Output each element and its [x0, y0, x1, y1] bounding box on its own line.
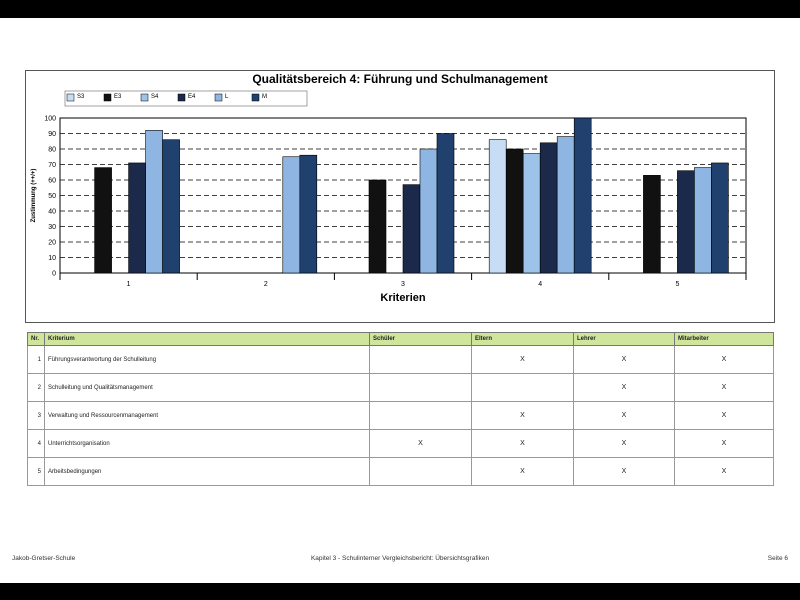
row-schueler	[370, 346, 472, 374]
x-tick-label: 2	[263, 281, 268, 288]
row-mitarbeiter: X	[675, 374, 774, 402]
criteria-table	[27, 332, 774, 486]
header-mitarbeiter: Mitarbeiter	[675, 333, 774, 346]
y-tick-label: 80	[48, 146, 56, 154]
table-row	[28, 430, 774, 458]
header-kriterium: Kriterium	[45, 333, 370, 346]
header-lehrer: Lehrer	[574, 333, 675, 346]
bar-l-1	[146, 130, 163, 273]
row-schueler	[370, 402, 472, 430]
bar-m-3	[437, 134, 454, 274]
x-axis-label: Kriterien	[380, 292, 426, 304]
row-kriterium: Führungsverantwortung der Schulleitung	[45, 346, 370, 374]
bar-m-4	[574, 118, 591, 273]
x-tick-label: 5	[675, 281, 680, 288]
row-nr: 5	[28, 458, 45, 486]
row-schueler	[370, 374, 472, 402]
legend-label-m: M	[262, 94, 267, 100]
bar-l-3	[420, 149, 437, 273]
footer-chapter: Kapitel 3 - Schulinterner Vergleichsbericht: Übersichtsgrafiken	[310, 555, 490, 562]
bar-s4-4	[523, 154, 540, 273]
bar-e3-3	[369, 180, 386, 273]
y-tick-label: 10	[48, 255, 56, 262]
bar-s3-4	[489, 140, 506, 273]
legend-label-s3: S3	[77, 94, 85, 100]
document-page	[0, 18, 800, 583]
table-row	[28, 346, 774, 374]
row-mitarbeiter: X	[675, 458, 774, 486]
bar-l-4	[557, 137, 574, 273]
legend-swatch-m	[252, 94, 259, 101]
bar-e4-1	[129, 163, 146, 273]
legend-label-l: L	[225, 94, 229, 100]
legend-box	[65, 91, 307, 106]
row-kriterium: Schulleitung und Qualitätsmanagement	[45, 374, 370, 402]
row-eltern: X	[472, 430, 574, 458]
row-nr: 2	[28, 374, 45, 402]
bar-e3-4	[506, 149, 523, 273]
row-lehrer: X	[574, 430, 675, 458]
legend-label-s4: S4	[151, 94, 159, 100]
row-nr: 1	[28, 346, 45, 374]
footer-page-number: Seite 6	[767, 555, 788, 562]
bar-m-1	[163, 140, 180, 273]
legend-label-e4: E4	[188, 94, 196, 100]
y-tick-label: 90	[48, 131, 56, 138]
row-eltern: X	[472, 402, 574, 430]
bar-e4-5	[677, 171, 694, 273]
y-tick-label: 50	[48, 193, 56, 200]
header-schueler: Schüler	[370, 333, 472, 346]
row-kriterium: Verwaltung und Ressourcenmanagement	[45, 402, 370, 430]
x-tick-label: 4	[538, 281, 543, 288]
row-eltern: X	[472, 346, 574, 374]
row-kriterium: Unterrichtsorganisation	[45, 430, 370, 458]
x-tick-label: 1	[126, 281, 131, 288]
y-tick-label: 60	[48, 177, 56, 185]
bar-e3-1	[95, 168, 112, 273]
row-nr: 3	[28, 402, 45, 430]
chart-title: Qualitätsbereich 4: Führung und Schulmanagement	[252, 72, 548, 86]
row-schueler	[370, 458, 472, 486]
y-tick-label: 100	[44, 115, 56, 123]
row-mitarbeiter: X	[675, 346, 774, 374]
bar-e4-4	[540, 143, 557, 273]
bar-l-5	[694, 168, 711, 273]
bar-e3-5	[643, 175, 660, 273]
y-tick-label: 30	[48, 224, 56, 231]
x-tick-label: 3	[401, 281, 405, 288]
table-row	[28, 458, 774, 486]
legend-swatch-s4	[141, 94, 148, 101]
row-mitarbeiter: X	[675, 402, 774, 430]
legend-swatch-s3	[67, 94, 74, 101]
bar-e4-3	[403, 185, 420, 273]
legend-swatch-e3	[104, 94, 111, 101]
bar-m-2	[300, 155, 317, 273]
bar-m-5	[711, 163, 728, 273]
row-mitarbeiter: X	[675, 430, 774, 458]
row-eltern	[472, 374, 574, 402]
bar-chart	[0, 18, 800, 583]
y-tick-label: 20	[48, 239, 56, 247]
row-schueler: X	[370, 430, 472, 458]
y-tick-label: 40	[48, 208, 56, 216]
row-nr: 4	[28, 430, 45, 458]
table-row	[28, 402, 774, 430]
header-eltern: Eltern	[472, 333, 574, 346]
header-nr: Nr.	[28, 333, 45, 346]
legend-swatch-e4	[178, 94, 185, 101]
table-row	[28, 374, 774, 402]
table-header-row	[28, 333, 774, 346]
footer-school: Jakob-Gretser-Schule	[12, 555, 76, 562]
legend-swatch-l	[215, 94, 222, 101]
y-tick-label: 70	[48, 162, 56, 169]
row-lehrer: X	[574, 402, 675, 430]
row-lehrer: X	[574, 374, 675, 402]
row-kriterium: Arbeitsbedingungen	[45, 458, 370, 486]
row-eltern: X	[472, 458, 574, 486]
legend-label-e3: E3	[114, 94, 122, 100]
row-lehrer: X	[574, 346, 675, 374]
y-axis-label: Zustimmung (++/+)	[31, 168, 37, 223]
row-lehrer: X	[574, 458, 675, 486]
bar-l-2	[283, 157, 300, 273]
y-tick-label: 0	[52, 270, 56, 278]
